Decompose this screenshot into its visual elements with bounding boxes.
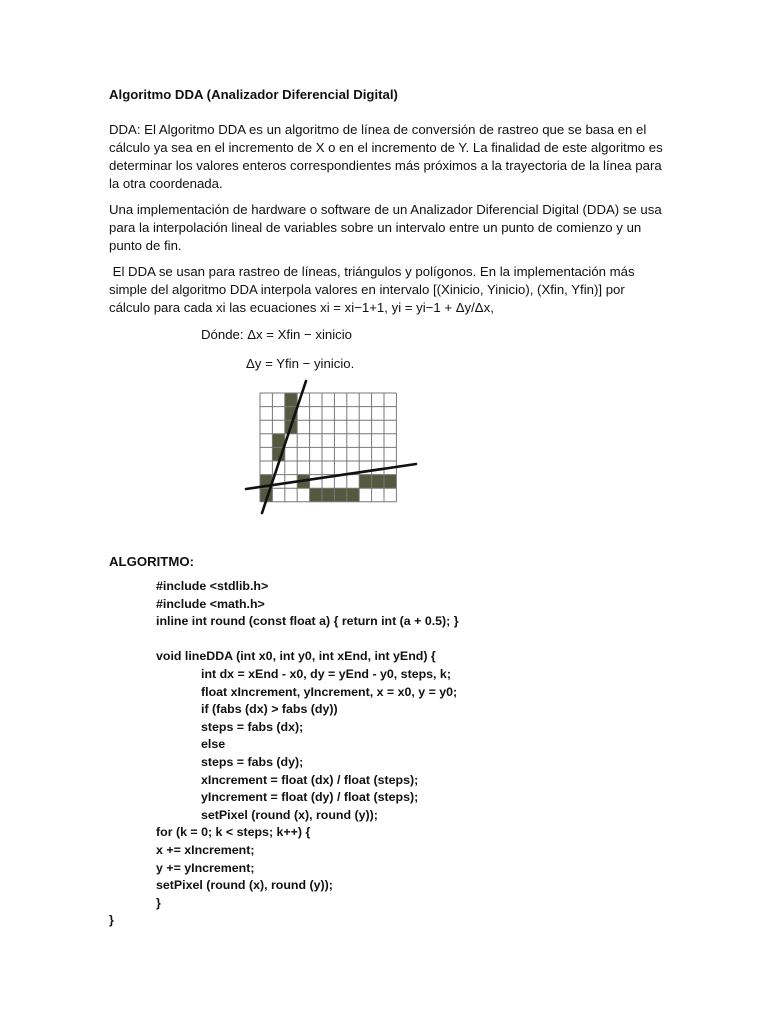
filled-pixel bbox=[322, 488, 334, 502]
paragraph-line: punto de fin. bbox=[109, 238, 182, 253]
code-line: setPixel (round (x), round (y)); bbox=[156, 878, 333, 893]
code-line: steps = fabs (dx); bbox=[201, 719, 304, 734]
filled-pixel bbox=[310, 488, 322, 502]
paragraph-line: determinar los valores enteros correspondientes más próximos a la trayectoria de la línea para bbox=[109, 158, 662, 173]
code-line: x += xIncrement; bbox=[156, 843, 255, 857]
paragraph-line: simple del algoritmo DDA interpola valores en intervalo [(Xinicio, Yinicio), (Xfin, Yfin)] por bbox=[109, 282, 625, 297]
code-line: for (k = 0; k < steps; k++) { bbox=[156, 825, 311, 840]
code-line: y += yIncrement; bbox=[156, 860, 255, 875]
dda-raster-figure bbox=[240, 378, 440, 523]
filled-pixel bbox=[384, 475, 396, 489]
paragraph-definition bbox=[109, 121, 669, 193]
code-line: if (fabs (dx) > fabs (dy)) bbox=[201, 702, 338, 717]
paragraph-implementation bbox=[109, 201, 669, 255]
code-line: float xIncrement, yIncrement, x = x0, y = y0; bbox=[201, 684, 458, 699]
paragraph-line: cálculo para cada xi las ecuaciones xi = xi−1+1, yi = yi−1 + Δy/Δx, bbox=[109, 300, 494, 315]
paragraph-line: para la interpolación lineal de variables sobre un intervalo entre un punto de comienzo y un bbox=[109, 220, 642, 235]
filled-pixel bbox=[359, 475, 371, 489]
code-line: #include <stdlib.h> bbox=[156, 579, 269, 593]
paragraph-line: la otra coordenada. bbox=[109, 176, 223, 191]
code-line: } bbox=[109, 913, 114, 928]
algorithm-heading: ALGORITMO: bbox=[109, 554, 194, 569]
code-line: else bbox=[201, 737, 226, 752]
code-line: void lineDDA (int x0, int y0, int xEnd, int yEnd) { bbox=[156, 649, 436, 664]
formula-delta-x: Dónde: Δx = Xfin − xinicio bbox=[201, 327, 353, 342]
code-line: inline int round (const float a) { return int (a + 0.5); } bbox=[156, 614, 459, 629]
paragraph-line: El DDA se usan para rastreo de líneas, triángulos y polígonos. En la implementación más bbox=[109, 264, 635, 279]
code-line: yIncrement = float (dy) / float (steps); bbox=[201, 790, 419, 805]
paragraph-line: Una implementación de hardware o software de un Analizador Diferencial Digital (DDA) se usa bbox=[109, 202, 662, 217]
code-line: int dx = xEnd - x0, dy = yEnd - y0, steps, k; bbox=[201, 667, 451, 681]
filled-pixel bbox=[372, 475, 384, 489]
page-title: Algoritmo DDA (Analizador Diferencial Digital) bbox=[109, 87, 398, 102]
raster-grid-svg bbox=[240, 378, 440, 518]
filled-pixel bbox=[272, 434, 284, 448]
code-line: #include <math.h> bbox=[156, 596, 265, 611]
code-line: steps = fabs (dy); bbox=[201, 755, 304, 769]
paragraph-line: DDA: El Algoritmo DDA es un algoritmo de línea de conversión de rastreo que se basa en el bbox=[109, 122, 647, 137]
paragraph-usage bbox=[109, 263, 669, 317]
formula-delta-y: Δy = Yfin − yinicio. bbox=[246, 356, 355, 371]
filled-pixel bbox=[285, 393, 297, 407]
filled-pixel bbox=[347, 488, 359, 502]
code-line: xIncrement = float (dx) / float (steps); bbox=[201, 772, 419, 787]
filled-pixel bbox=[334, 488, 346, 502]
code-line: setPixel (round (x), round (y)); bbox=[201, 807, 378, 822]
paragraph-line: cálculo ya sea en el incremento de X o en el incremento de Y. La finalidad de este algoritmo es bbox=[109, 140, 663, 155]
code-line: } bbox=[156, 895, 161, 910]
